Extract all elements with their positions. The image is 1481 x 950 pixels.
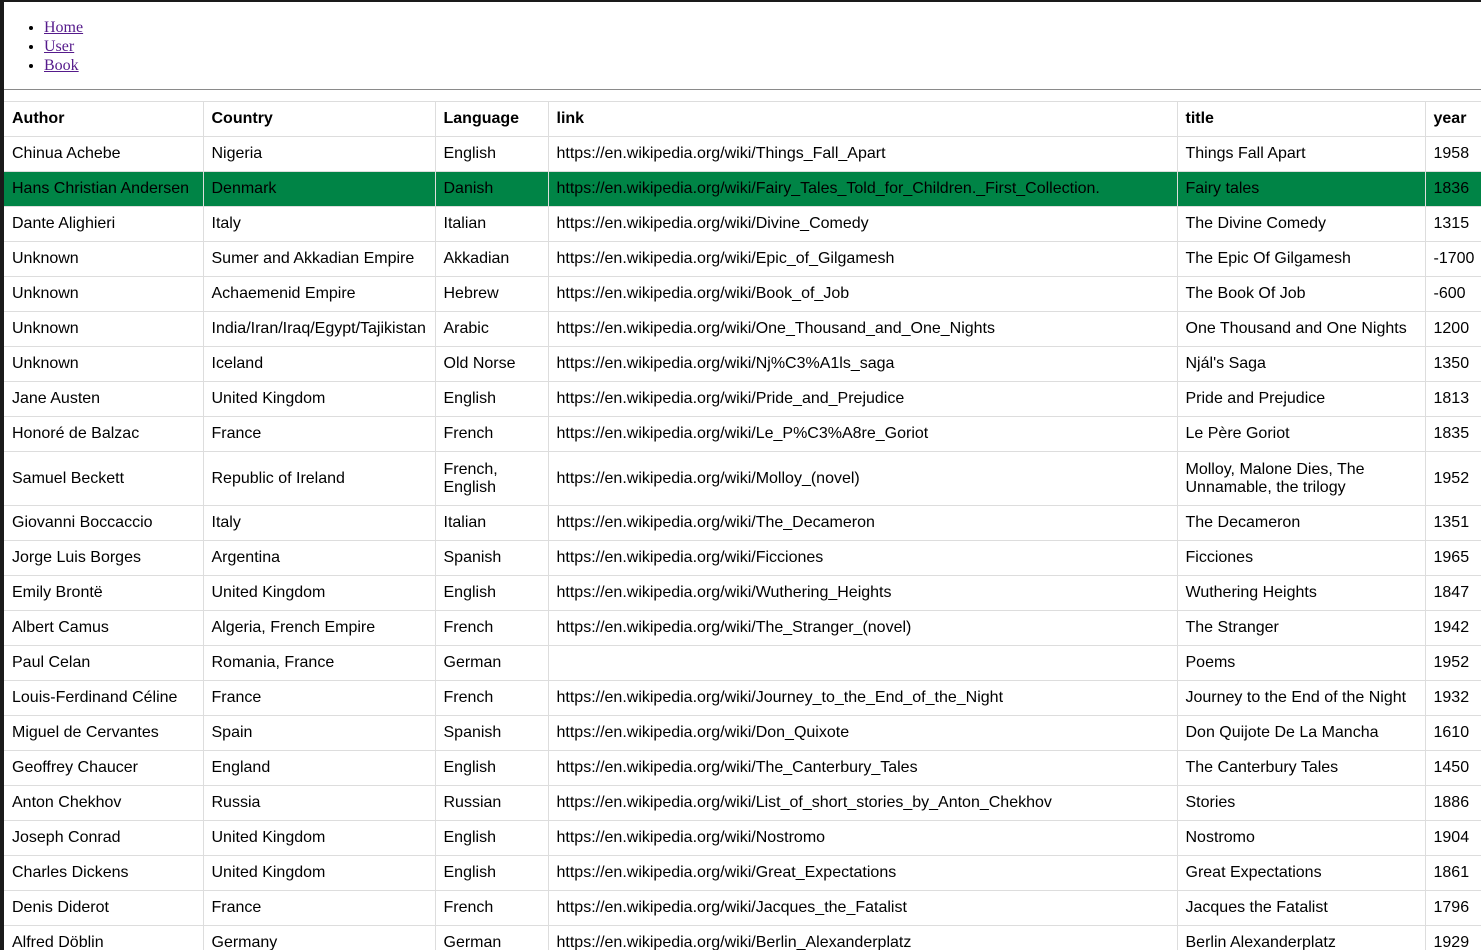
header-country[interactable]: Country: [203, 102, 435, 137]
cell-language: English: [435, 576, 548, 611]
cell-title: The Divine Comedy: [1177, 207, 1425, 242]
cell-author: Geoffrey Chaucer: [4, 751, 203, 786]
header-link[interactable]: link: [548, 102, 1177, 137]
cell-author: Jorge Luis Borges: [4, 541, 203, 576]
cell-year: -600: [1425, 277, 1481, 312]
nav-item-user: [44, 37, 1481, 56]
table-row[interactable]: [4, 312, 1481, 347]
cell-year: 1958: [1425, 137, 1481, 172]
cell-year: 1200: [1425, 312, 1481, 347]
table-row[interactable]: [4, 716, 1481, 751]
cell-title: Pride and Prejudice: [1177, 382, 1425, 417]
cell-author: Unknown: [4, 312, 203, 347]
cell-link: https://en.wikipedia.org/wiki/Great_Expectations: [548, 856, 1177, 891]
cell-year: 1952: [1425, 646, 1481, 681]
books-table: [4, 101, 1481, 950]
table-row[interactable]: [4, 207, 1481, 242]
cell-title: Nostromo: [1177, 821, 1425, 856]
cell-year: 1929: [1425, 926, 1481, 950]
cell-author: Chinua Achebe: [4, 137, 203, 172]
cell-author: Giovanni Boccaccio: [4, 506, 203, 541]
cell-year: 1861: [1425, 856, 1481, 891]
cell-title: Great Expectations: [1177, 856, 1425, 891]
cell-language: Danish: [435, 172, 548, 207]
header-language[interactable]: Language: [435, 102, 548, 137]
cell-year: 1350: [1425, 347, 1481, 382]
cell-year: 1315: [1425, 207, 1481, 242]
table-row[interactable]: [4, 646, 1481, 681]
cell-link: https://en.wikipedia.org/wiki/Molloy_(novel): [548, 452, 1177, 506]
cell-author: Louis-Ferdinand Céline: [4, 681, 203, 716]
table-row[interactable]: [4, 576, 1481, 611]
cell-country: Romania, France: [203, 646, 435, 681]
cell-language: German: [435, 646, 548, 681]
main-nav: [4, 2, 1481, 90]
cell-country: Nigeria: [203, 137, 435, 172]
cell-language: Spanish: [435, 716, 548, 751]
cell-author: Anton Chekhov: [4, 786, 203, 821]
cell-link: https://en.wikipedia.org/wiki/Journey_to_the_End_of_the_Night: [548, 681, 1177, 716]
cell-title: The Epic Of Gilgamesh: [1177, 242, 1425, 277]
cell-year: 1932: [1425, 681, 1481, 716]
cell-author: Charles Dickens: [4, 856, 203, 891]
cell-title: The Canterbury Tales: [1177, 751, 1425, 786]
cell-author: Joseph Conrad: [4, 821, 203, 856]
nav-item-home: [44, 18, 1481, 37]
table-row[interactable]: [4, 611, 1481, 646]
cell-country: Republic of Ireland: [203, 452, 435, 506]
cell-title: Stories: [1177, 786, 1425, 821]
cell-link: https://en.wikipedia.org/wiki/The_Stranger_(novel): [548, 611, 1177, 646]
cell-country: Iceland: [203, 347, 435, 382]
table-row[interactable]: [4, 242, 1481, 277]
cell-link: https://en.wikipedia.org/wiki/Pride_and_Prejudice: [548, 382, 1177, 417]
cell-country: Italy: [203, 506, 435, 541]
table-row[interactable]: [4, 172, 1481, 207]
cell-language: German: [435, 926, 548, 950]
cell-country: Sumer and Akkadian Empire: [203, 242, 435, 277]
table-row[interactable]: [4, 541, 1481, 576]
cell-year: 1351: [1425, 506, 1481, 541]
table-row[interactable]: [4, 681, 1481, 716]
cell-title: The Book Of Job: [1177, 277, 1425, 312]
nav-item-book: [44, 56, 1481, 75]
cell-title: The Stranger: [1177, 611, 1425, 646]
cell-title: Fairy tales: [1177, 172, 1425, 207]
cell-link: https://en.wikipedia.org/wiki/The_Canterbury_Tales: [548, 751, 1177, 786]
cell-link: https://en.wikipedia.org/wiki/The_Decameron: [548, 506, 1177, 541]
cell-year: 1836: [1425, 172, 1481, 207]
cell-country: England: [203, 751, 435, 786]
cell-title: Wuthering Heights: [1177, 576, 1425, 611]
cell-language: Akkadian: [435, 242, 548, 277]
cell-link: https://en.wikipedia.org/wiki/Epic_of_Gilgamesh: [548, 242, 1177, 277]
table-row[interactable]: [4, 277, 1481, 312]
cell-language: Old Norse: [435, 347, 548, 382]
cell-country: United Kingdom: [203, 821, 435, 856]
cell-title: Ficciones: [1177, 541, 1425, 576]
cell-year: 1847: [1425, 576, 1481, 611]
table-row[interactable]: [4, 751, 1481, 786]
table-row[interactable]: [4, 856, 1481, 891]
cell-year: 1965: [1425, 541, 1481, 576]
cell-author: Honoré de Balzac: [4, 417, 203, 452]
books-table-container: [4, 101, 1481, 950]
table-row[interactable]: [4, 891, 1481, 926]
cell-title: Njál's Saga: [1177, 347, 1425, 382]
cell-author: Emily Brontë: [4, 576, 203, 611]
cell-author: Unknown: [4, 242, 203, 277]
cell-author: Alfred Döblin: [4, 926, 203, 950]
cell-link: https://en.wikipedia.org/wiki/Nostromo: [548, 821, 1177, 856]
cell-language: Russian: [435, 786, 548, 821]
cell-year: 1610: [1425, 716, 1481, 751]
cell-title: Don Quijote De La Mancha: [1177, 716, 1425, 751]
cell-country: Denmark: [203, 172, 435, 207]
nav-link-book[interactable]: Book: [44, 57, 79, 74]
cell-link: https://en.wikipedia.org/wiki/Nj%C3%A1ls_saga: [548, 347, 1177, 382]
cell-language: English: [435, 137, 548, 172]
cell-language: Spanish: [435, 541, 548, 576]
cell-year: 1942: [1425, 611, 1481, 646]
cell-author: Samuel Beckett: [4, 452, 203, 506]
table-row[interactable]: [4, 452, 1481, 506]
cell-link: https://en.wikipedia.org/wiki/List_of_short_stories_by_Anton_Chekhov: [548, 786, 1177, 821]
cell-title: One Thousand and One Nights: [1177, 312, 1425, 347]
cell-link: https://en.wikipedia.org/wiki/One_Thousand_and_One_Nights: [548, 312, 1177, 347]
table-row[interactable]: [4, 382, 1481, 417]
cell-country: India/Iran/Iraq/Egypt/Tajikistan: [203, 312, 435, 347]
cell-language: French: [435, 417, 548, 452]
table-row[interactable]: [4, 417, 1481, 452]
cell-language: English: [435, 751, 548, 786]
table-header: [4, 102, 1481, 137]
cell-language: English: [435, 856, 548, 891]
cell-link: https://en.wikipedia.org/wiki/Divine_Comedy: [548, 207, 1177, 242]
cell-language: French: [435, 681, 548, 716]
nav-list: [4, 2, 1481, 75]
cell-author: Denis Diderot: [4, 891, 203, 926]
header-row: [4, 102, 1481, 137]
table-row[interactable]: [4, 821, 1481, 856]
cell-language: English: [435, 382, 548, 417]
cell-year: 1450: [1425, 751, 1481, 786]
cell-year: 1813: [1425, 382, 1481, 417]
cell-language: Italian: [435, 207, 548, 242]
cell-language: French: [435, 891, 548, 926]
cell-country: France: [203, 417, 435, 452]
cell-title: Things Fall Apart: [1177, 137, 1425, 172]
cell-language: French, English: [435, 452, 548, 506]
cell-title: Le Père Goriot: [1177, 417, 1425, 452]
cell-country: Italy: [203, 207, 435, 242]
cell-link: https://en.wikipedia.org/wiki/Book_of_Job: [548, 277, 1177, 312]
cell-author: Paul Celan: [4, 646, 203, 681]
cell-country: France: [203, 681, 435, 716]
cell-link: [548, 646, 1177, 681]
cell-link: https://en.wikipedia.org/wiki/Fairy_Tales_Told_for_Children._First_Collection.: [548, 172, 1177, 207]
cell-language: Hebrew: [435, 277, 548, 312]
cell-language: Italian: [435, 506, 548, 541]
cell-author: Unknown: [4, 277, 203, 312]
header-author[interactable]: Author: [4, 102, 203, 137]
nav-link-user[interactable]: User: [44, 38, 75, 55]
cell-title: Berlin Alexanderplatz: [1177, 926, 1425, 950]
cell-country: Spain: [203, 716, 435, 751]
nav-link-home[interactable]: Home: [44, 19, 84, 36]
cell-author: Jane Austen: [4, 382, 203, 417]
cell-author: Albert Camus: [4, 611, 203, 646]
cell-title: Molloy, Malone Dies, The Unnamable, the trilogy: [1177, 452, 1425, 506]
cell-year: 1835: [1425, 417, 1481, 452]
header-year[interactable]: year: [1425, 102, 1481, 137]
cell-year: 1796: [1425, 891, 1481, 926]
cell-country: United Kingdom: [203, 856, 435, 891]
table-row[interactable]: [4, 506, 1481, 541]
cell-link: https://en.wikipedia.org/wiki/Berlin_Alexanderplatz: [548, 926, 1177, 950]
cell-link: https://en.wikipedia.org/wiki/Le_P%C3%A8re_Goriot: [548, 417, 1177, 452]
cell-country: Algeria, French Empire: [203, 611, 435, 646]
cell-title: Poems: [1177, 646, 1425, 681]
cell-country: France: [203, 891, 435, 926]
cell-link: https://en.wikipedia.org/wiki/Don_Quixote: [548, 716, 1177, 751]
cell-title: Jacques the Fatalist: [1177, 891, 1425, 926]
cell-author: Miguel de Cervantes: [4, 716, 203, 751]
header-title[interactable]: title: [1177, 102, 1425, 137]
cell-year: 1952: [1425, 452, 1481, 506]
cell-link: https://en.wikipedia.org/wiki/Things_Fall_Apart: [548, 137, 1177, 172]
cell-language: French: [435, 611, 548, 646]
cell-author: Hans Christian Andersen: [4, 172, 203, 207]
cell-country: United Kingdom: [203, 576, 435, 611]
cell-link: https://en.wikipedia.org/wiki/Jacques_the_Fatalist: [548, 891, 1177, 926]
cell-country: Germany: [203, 926, 435, 950]
table-row[interactable]: [4, 137, 1481, 172]
cell-country: Russia: [203, 786, 435, 821]
cell-language: English: [435, 821, 548, 856]
table-row[interactable]: [4, 926, 1481, 950]
cell-link: https://en.wikipedia.org/wiki/Ficciones: [548, 541, 1177, 576]
cell-title: The Decameron: [1177, 506, 1425, 541]
cell-title: Journey to the End of the Night: [1177, 681, 1425, 716]
cell-country: Achaemenid Empire: [203, 277, 435, 312]
table-body: [4, 137, 1481, 950]
cell-author: Dante Alighieri: [4, 207, 203, 242]
cell-country: Argentina: [203, 541, 435, 576]
cell-year: -1700: [1425, 242, 1481, 277]
cell-year: 1904: [1425, 821, 1481, 856]
cell-country: United Kingdom: [203, 382, 435, 417]
cell-link: https://en.wikipedia.org/wiki/Wuthering_Heights: [548, 576, 1177, 611]
cell-language: Arabic: [435, 312, 548, 347]
table-row[interactable]: [4, 347, 1481, 382]
cell-author: Unknown: [4, 347, 203, 382]
cell-year: 1886: [1425, 786, 1481, 821]
table-row[interactable]: [4, 786, 1481, 821]
